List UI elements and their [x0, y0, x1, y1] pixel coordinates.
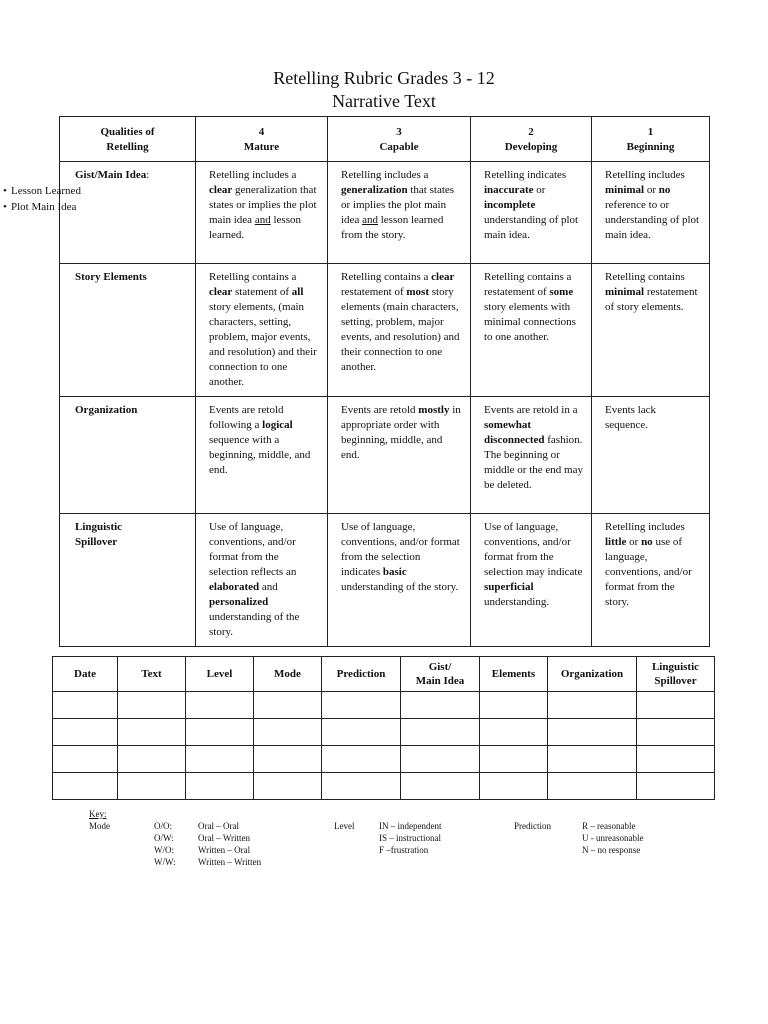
- col-linguistic: Linguistic Spillover: [637, 657, 715, 692]
- rubric-row-gist: [60, 162, 710, 264]
- table-row: [53, 692, 715, 719]
- col-date: Date: [53, 657, 118, 692]
- rubric-row-organization: [60, 397, 710, 514]
- key-mode-label: Mode: [89, 821, 110, 831]
- header-beginning: 1 Beginning: [592, 117, 710, 162]
- row-label-linguistic: Linguistic Spillover: [60, 514, 196, 647]
- cell-linguistic-capable: Use of language, conventions, and/or format from the selection indicates basic understanding of the story.: [328, 514, 471, 647]
- rubric-table: [11, 116, 710, 647]
- col-text: Text: [118, 657, 186, 692]
- cell-linguistic-beginning: Retelling includes little or no use of language, conventions, and/or format from the story.: [592, 514, 710, 647]
- row-label-organization: Organization: [60, 397, 196, 514]
- cell-linguistic-developing: Use of language, conventions, and/or format from the selection may indicate superficial understanding.: [471, 514, 592, 647]
- cell-gist-mature: Retelling includes a clear generalization that states or implies the plot main idea and lesson learned.: [196, 162, 328, 264]
- key-labels: [89, 808, 110, 832]
- cell-organization-mature: Events are retold following a logical sequence with a beginning, middle, and end.: [196, 397, 328, 514]
- page-subtitle: Narrative Text: [332, 91, 436, 111]
- mode-meanings: Oral – Oral Oral – Written Written – Oral Written – Written: [198, 821, 262, 867]
- table-row: [53, 719, 715, 746]
- header-mature: 4 Mature: [196, 117, 328, 162]
- row-label-story-elements: Story Elements: [60, 264, 196, 397]
- cell-elements-capable: Retelling contains a clear restatement of most story elements (main characters, setting, problem, major events, and resolution) and their connection to one another.: [328, 264, 471, 397]
- mode-codes: O/O: O/W: W/O: W/W:: [154, 821, 176, 867]
- cell-elements-developing: Retelling contains a restatement of some story elements with minimal connections to one another.: [471, 264, 592, 397]
- page-title: Retelling Rubric Grades 3 - 12: [273, 68, 495, 88]
- level-codes: IN – independent IS – instructional F –frustration: [379, 821, 442, 855]
- gist-bullets: [3, 183, 123, 215]
- cell-organization-developing: Events are retold in a somewhat disconnected fashion. The beginning or middle or the end may be deleted.: [471, 397, 592, 514]
- header-capable: 3 Capable: [328, 117, 471, 162]
- key-level-label: Level: [334, 821, 355, 831]
- key-title: Key:: [89, 809, 107, 819]
- rubric-row-story-elements: [60, 264, 710, 397]
- cell-gist-developing: Retelling indicates inaccurate or incomplete understanding of plot main idea.: [471, 162, 592, 264]
- cell-elements-beginning: Retelling contains minimal restatement of story elements.: [592, 264, 710, 397]
- col-level: Level: [186, 657, 254, 692]
- cell-organization-beginning: Events lack sequence.: [592, 397, 710, 514]
- col-organization: Organization: [548, 657, 637, 692]
- list-item: • Plot Main Idea: [3, 199, 123, 215]
- col-prediction: Prediction: [322, 657, 401, 692]
- col-elements: Elements: [480, 657, 548, 692]
- rubric-header-row: [60, 117, 710, 162]
- record-table: [52, 656, 715, 800]
- record-header-row: [53, 657, 715, 692]
- cell-linguistic-mature: Use of language, conventions, and/or format from the selection reflects an elaborated and personalized understanding of the story.: [196, 514, 328, 647]
- key-prediction-label: Prediction: [514, 821, 551, 831]
- col-mode: Mode: [254, 657, 322, 692]
- cell-gist-capable: Retelling includes a generalization that states or implies the plot main idea and lesson learned from the story.: [328, 162, 471, 264]
- table-row: [53, 773, 715, 800]
- cell-organization-capable: Events are retold mostly in appropriate order with beginning, middle, and end.: [328, 397, 471, 514]
- col-gist: Gist/ Main Idea: [401, 657, 480, 692]
- cell-elements-mature: Retelling contains a clear statement of all story elements, (main characters, setting, problem, major events, and resolution) and their connection to one another.: [196, 264, 328, 397]
- rubric-row-linguistic: [60, 514, 710, 647]
- prediction-codes: R – reasonable U - unreasonable N – no response: [582, 821, 644, 855]
- row-label-gist: Gist/Main Idea: • Lesson Learned • Plot Main Idea: [60, 162, 196, 264]
- list-item: • Lesson Learned: [3, 183, 123, 199]
- cell-gist-beginning: Retelling includes minimal or no reference to or understanding of plot main idea.: [592, 162, 710, 264]
- table-row: [53, 746, 715, 773]
- header-qualities: Qualities of Retelling: [60, 117, 196, 162]
- header-developing: 2 Developing: [471, 117, 592, 162]
